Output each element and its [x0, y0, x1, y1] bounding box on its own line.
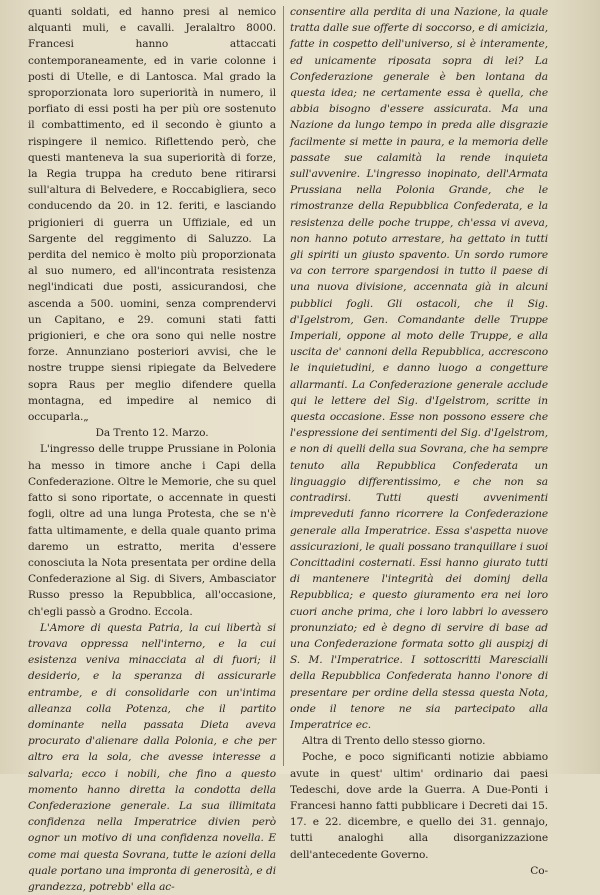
- left-paragraph-1: quanti soldati, ed hanno presi al nemico alquanti muli, e cavalli. Jeralaltro 8000. Francesi hanno attaccati contemporaneamente, ed in varie colonne i posti di Utelle, e di Lantosca. Mal grado la sproporzionata loro superiorità in numero, il porfiato di essi posti ha per più ore sostenuto il combattimento, ed il secondo è giunto a rispingere il nemico. Riflettendo però, che questi manteneva la sua superiorità di forze, la Regia truppa ha creduto bene ritirarsi sull'altura di Belvedere, e Roccabigliera, seco conducendo da 20. in 12. feriti, e lasciando prigionieri di guerra un Uffiziale, ed un Sargente del reggimento di Saluzzo. La perdita del nemico è molto più proporzionata al suo numero, ed all'incontrata resistenza negl'indicati due posti, assicurandosi, che ascenda a 500. uomini, senza comprendervi un Capitano, e 29. comuni stati fatti prigionieri, e che ora sono qui nelle nostre forze. Annunziano posteriori avvisi, che le nostre truppe siensi ripiegate da Belvedere sopra Raus per meglio difendere quella montagna, ed impedire al nemico di occuparla.„: [28, 6, 276, 424]
- left-paragraph-2: L'ingresso delle truppe Prussiane in Polonia ha messo in timore anche i Capi della Confederazione. Oltre le Memorie, che su quel fatto si sono riportate, o accennate in questi fogli, oltre ad una lunga Protesta, che se n'è fatta ultimamente, e della quale quanto prima daremo un estratto, merita d'essere conosciuta la Nota presentata per ordine della Confederazione al Sig. di Sivers, Ambasciator Russo presso la Repubblica, all'occasione, ch'egli passò a Grodno. Eccola.: [28, 443, 276, 618]
- right-paragraph-2-dateline: Altra di Trento dello stesso giorno.: [302, 735, 486, 748]
- column-divider: [283, 6, 284, 766]
- right-column: [290, 4, 548, 879]
- right-paragraph-1-note: consentire alla perdita di una Nazione, la quale tratta dalle sue offerte di soccorso, e di amicizia, fatte in cospetto dell'universo, si è interamente, ed unicamente riposata sopra di lei? La Confederazione generale è ben lontana da questa idea; ne certamente essa è quella, che abbia bisogno d'essere assicurata. Ma una Nazione da lungo tempo in preda alle disgrazie facilmente si mette in paura, e la memoria delle passate sue calamità la rende inquieta sull'avvenire. L'ingresso inopinato, dell'Armata Prussiana nella Polonia Grande, che le rimostranze della Repubblica Confederata, e la resistenza delle poche truppe, ch'essa vi aveva, non hanno potuto arrestare, ha gettato in tutti gli spiriti un giusto spavento. Un sordo rumore va con terrore spargendosi in tutto il paese di una nuova divisione, accennata già in alcuni pubblici fogli. Gli ostacoli, che il Sig. d'Igelstrom, Gen. Comandante delle Truppe Imperiali, oppone al moto delle Truppe, e alla uscita de' cannoni della Repubblica, accrescono le inquietudini, e danno luogo a congetture allarmanti. La Confederazione generale acclude qui le lettere del Sig. d'Igelstrom, scritte in questa occasione. Esse non possono essere che l'espressione dei sentimenti del Sig. d'Igelstrom, e non di quelli della sua Sovrana, che ha sempre tenuto alla Repubblica Confederata un linguaggio differentissimo, e che non sa contradirsi. Tutti questi avvenimenti impreveduti fanno ricorrere la Confederazione generale alla Imperatrice. Essa s'aspetta nuove assicurazioni, le quali possano tranquillare i suoi Concittadini costernati. Essi hanno giurato tutti di mantenere l'integrità dei dominj della Repubblica; e questo giuramento era nei loro cuori anche prima, che i loro labbri lo avessero pronunziato; ed è degno di servire di base ad una Confederazione formata sotto gli auspizj di S. M. l'Imperatrice. I sottoscritti Marescialli della Repubblica Confederata hanno l'onore di presentare per ordine della stessa questa Nota, onde il tenore ne sia partecipato alla Imperatrice ec.: [290, 6, 548, 731]
- right-paragraph-3: Poche, e poco significanti notizie abbiamo avute in quest' ultim' ordinario dai paesi Tedeschi, dove arde la Guerra. A Due-Ponti i Francesi hanno fatti pubblicare i Decreti dai 15. 17. e 22. dicembre, e quello dei 31. gennajo, tutti analoghi alla disorganizzazione dell'antecedente Governo.: [290, 751, 548, 861]
- dateline-trento: Da Trento 12. Marzo.: [95, 427, 209, 440]
- left-paragraph-3-note: L'Amore di questa Patria, la cui libertà si trovava oppressa nell'interno, e la cui esistenza veniva minacciata al di fuori; il desiderio, e la speranza di assicurarle entrambe, e di consolidarle con un'intima alleanza colla Potenza, che il partito dominante nella passata Dieta aveva procurato d'alienare dalla Polonia, e che per altro era la sola, che avesse interesse a salvarla; ecco i nobili, che fino a questo momento hanno diretta la condotta della Confederazione generale. La sua illimitata confidenza nella Imperatrice divien però ognor un motivo di una confidenza novella. E come mai questa Sovrana, tutte le azioni della quale portano una impronta di generosità, e di grandezza, potrebb' ella ac-: [28, 621, 276, 893]
- left-column: [28, 4, 276, 895]
- catchword: Co-: [530, 864, 548, 877]
